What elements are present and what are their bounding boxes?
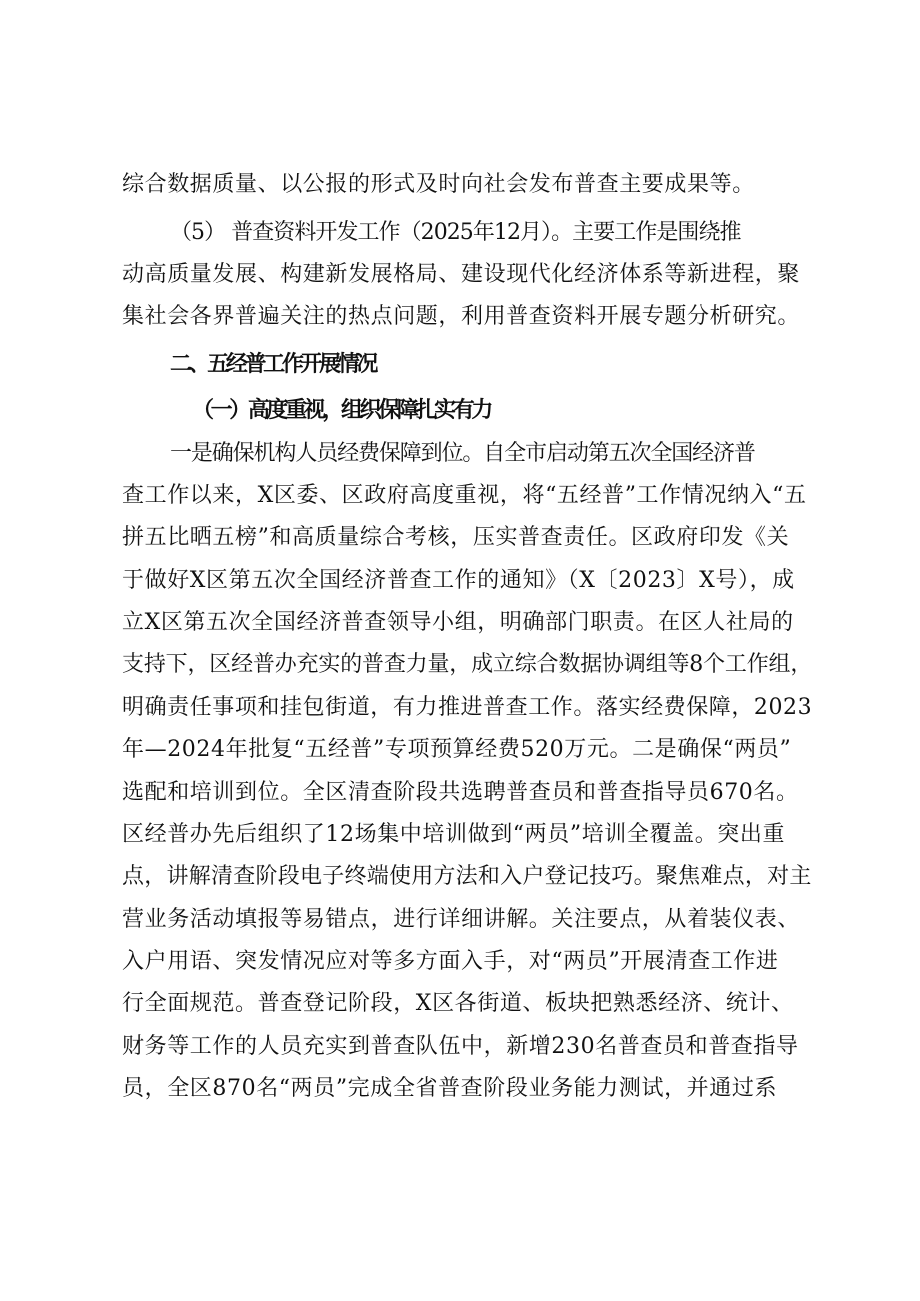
paragraph-line: 点，讲解清查阶段电子终端使用方法和入户登记技巧。聚焦难点，对主 xyxy=(122,864,812,889)
paragraph-line: 年—2024年批复“五经普”专项预算经费520万元。二是确保“两员” xyxy=(122,737,792,762)
paragraph-line-body-start: 一是确保机构人员经费保障到位。自全市启动第五次全国经济普 xyxy=(170,441,755,466)
paragraph-line: 行全面规范。普查登记阶段，X区各街道、板块把熟悉经济、统计、 xyxy=(122,991,794,1016)
paragraph-line: 明确责任事项和挂包街道，有力推进普查工作。落实经费保障，2023 xyxy=(122,695,813,720)
paragraph-line: 区经普办先后组织了12场集中培训做到“两员”培训全覆盖。突出重 xyxy=(122,822,786,847)
paragraph-line: 选配和培训到位。全区清查阶段共选聘普查员和普查指导员670名。 xyxy=(122,780,799,805)
paragraph-line: 集社会各界普遍关注的热点问题，利用普查资料开展专题分析研究。 xyxy=(122,304,801,329)
paragraph-line-continuation: 综合数据质量、以公报的形式及时向社会发布普查主要成果等。 xyxy=(122,172,755,197)
paragraph-line: 员，全区870名“两员”完成全省普查阶段业务能力测试，并通过系 xyxy=(122,1076,778,1101)
paragraph-line: 支持下，区经普办充实的普查力量，成立综合数据协调组等8个工作组， xyxy=(122,652,813,677)
paragraph-line: 查工作以来，X区委、区政府高度重视，将“五经普”工作情况纳入“五 xyxy=(122,483,807,508)
paragraph-line: 财务等工作的人员充实到普查队伍中，新增230名普查员和普查指导 xyxy=(122,1034,799,1059)
paragraph-line: 入户用语、突发情况应对等多方面入手，对“两员”开展清查工作进 xyxy=(122,949,779,974)
paragraph-line: 拼五比晒五榜”和高质量综合考核，压实普查责任。区政府印发《关 xyxy=(122,525,790,550)
section-heading: 二、五经普工作开展情况 xyxy=(170,351,376,377)
subsection-heading: （一）高度重视，组织保障扎实有力 xyxy=(192,397,491,423)
paragraph-line: 营业务活动填报等易错点，进行详细讲解。关注要点，从着装仪表、 xyxy=(122,907,801,932)
paragraph-line: 于做好X区第五次全国经济普查工作的通知》（X〔2023〕X号），成 xyxy=(122,568,795,593)
paragraph-line-item5-start: （5） 普查资料开发工作（2025年12月）。主要工作是围绕推 xyxy=(170,220,741,245)
paragraph-line: 立X区第五次全国经济普查领导小组，明确部门职责。在区人社局的 xyxy=(122,610,794,635)
paragraph-line: 动高质量发展、构建新发展格局、建设现代化经济体系等新进程，聚 xyxy=(122,262,801,287)
